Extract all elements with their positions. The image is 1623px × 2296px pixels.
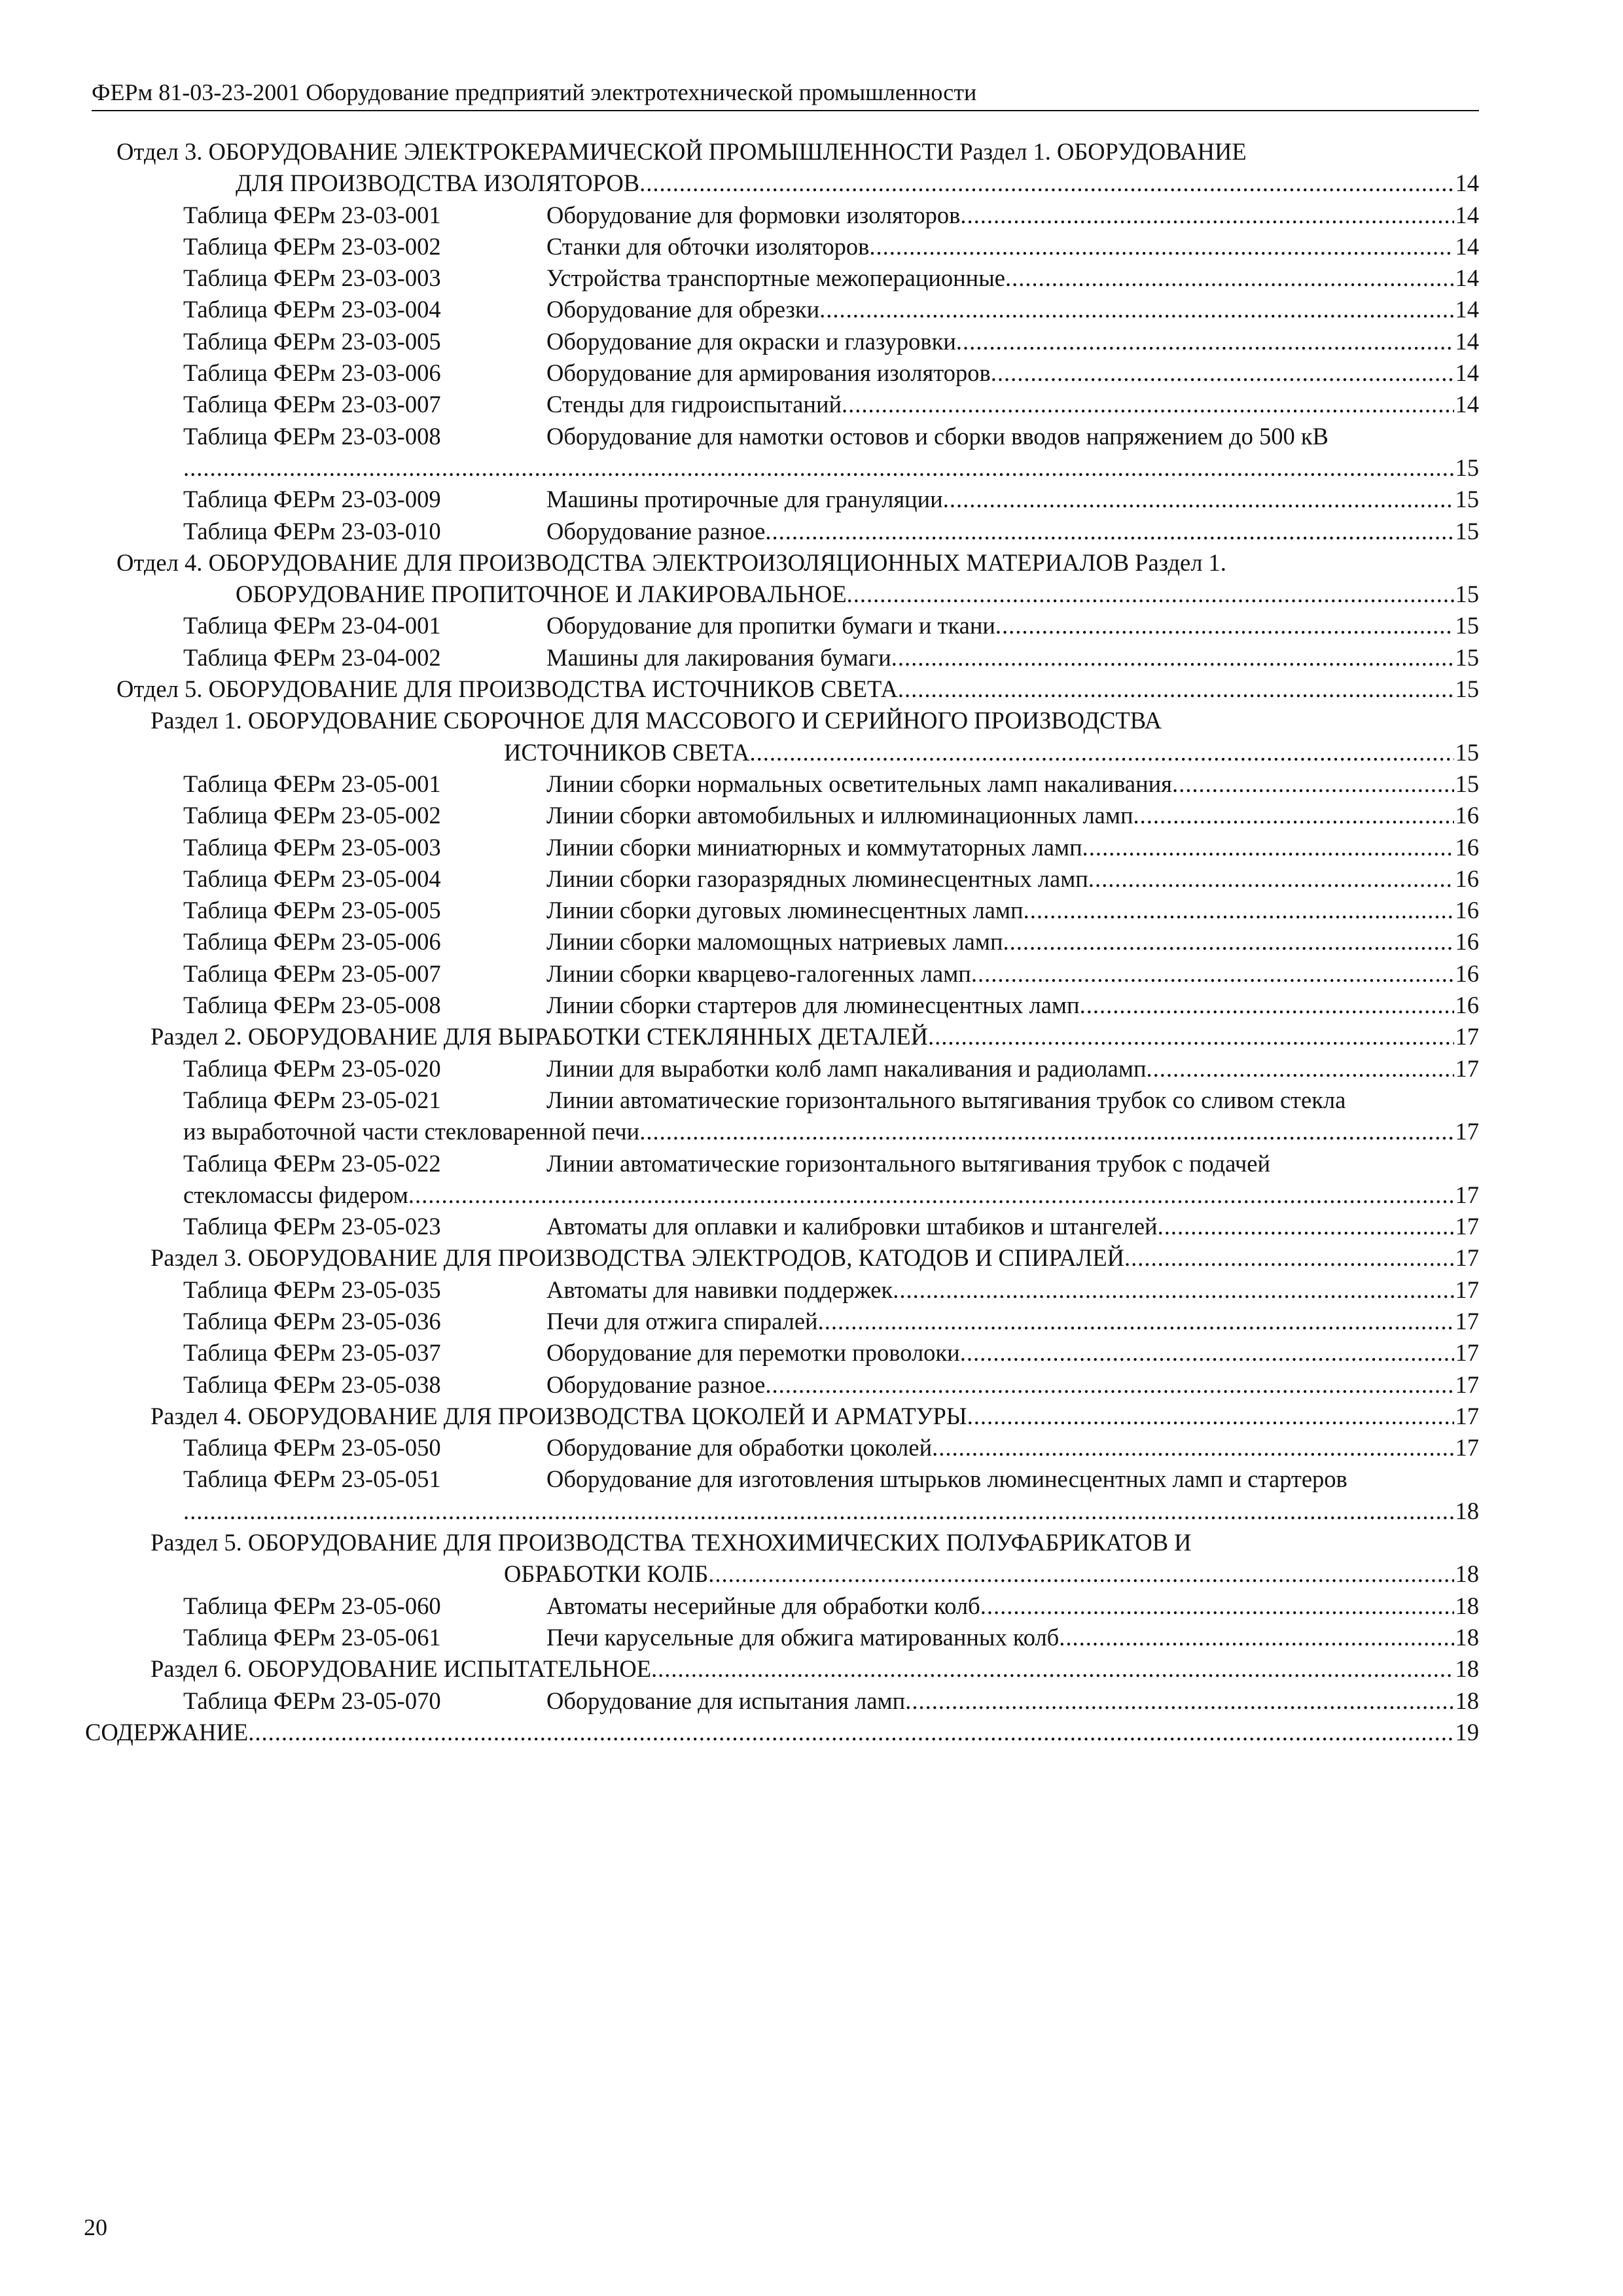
toc-line xyxy=(85,1337,1479,1369)
toc-entry[interactable] xyxy=(85,1274,1479,1306)
toc-page-number: 18 xyxy=(1455,1560,1479,1588)
table-code: Таблица ФЕРм 23-05-001 xyxy=(183,770,441,797)
toc-page-number: 14 xyxy=(1455,232,1479,260)
table-title: Линии сборки стартеров для люминесцентных ламп xyxy=(546,992,1080,1019)
dot-leader xyxy=(765,516,1454,547)
dot-leader xyxy=(639,168,1454,199)
dot-leader xyxy=(995,610,1454,641)
toc-entry-text xyxy=(183,958,971,990)
toc-entry[interactable] xyxy=(85,1401,1479,1432)
dot-leader xyxy=(408,1179,1454,1211)
dot-leader xyxy=(818,1306,1454,1337)
toc-page-number: 17 xyxy=(1455,1307,1479,1335)
table-code: Таблица ФЕРм 23-05-035 xyxy=(183,1276,441,1303)
toc-line xyxy=(85,1021,1479,1052)
toc-entry-title: Раздел 4. ОБОРУДОВАНИЕ ДЛЯ ПРОИЗВОДСТВА ЦОКОЛЕЙ И АРМАТУРЫ xyxy=(151,1402,967,1429)
table-title: Линии сборки дуговых люминесцентных ламп xyxy=(546,897,1024,924)
toc-entry-title: Отдел 5. ОБОРУДОВАНИЕ ДЛЯ ПРОИЗВОДСТВА ИСТОЧНИКОВ СВЕТА xyxy=(116,675,898,703)
table-title: Печи карусельные для обжига матированных колб xyxy=(546,1623,1060,1651)
toc-entry-title: СОДЕРЖАНИЕ xyxy=(85,1718,249,1746)
toc-page-number: 16 xyxy=(1455,928,1479,956)
toc-line xyxy=(85,863,1479,895)
toc-line xyxy=(85,1717,1479,1748)
table-code: Таблица ФЕРм 23-03-001 xyxy=(183,201,441,228)
toc-page-number: 17 xyxy=(1455,1213,1479,1240)
toc-entry-text xyxy=(183,768,1172,800)
toc-entry[interactable] xyxy=(85,1463,1479,1527)
table-code: Таблица ФЕРм 23-05-060 xyxy=(183,1592,441,1619)
table-title: Оборудование для намотки остовов и сборки вводов напряжением до 500 кВ xyxy=(546,422,1329,450)
toc-entry-text xyxy=(183,389,842,420)
toc-line xyxy=(85,389,1479,420)
table-title: Машины протирочные для грануляции xyxy=(546,486,943,513)
dot-leader xyxy=(905,1685,1454,1717)
toc-entry[interactable] xyxy=(85,610,1479,641)
toc-entry[interactable] xyxy=(85,832,1479,863)
toc-entry-text xyxy=(183,895,1024,926)
toc-entry-title-continued: ИСТОЧНИКОВ СВЕТА xyxy=(504,738,750,766)
toc-entry-text xyxy=(85,1148,1479,1179)
toc-entry[interactable] xyxy=(85,768,1479,800)
toc-entry[interactable] xyxy=(85,326,1479,357)
dot-leader xyxy=(1003,926,1454,958)
dot-leader xyxy=(932,1432,1454,1463)
table-title: Линии автоматические горизонтального вытягивания трубок со сливом стекла xyxy=(546,1086,1346,1113)
page-number: 20 xyxy=(84,2214,107,2240)
toc-line xyxy=(85,1622,1479,1653)
table-title: Оборудование для изготовления штырьков люминесцентных ламп и стартеров xyxy=(546,1465,1347,1493)
toc-page-number: 17 xyxy=(1455,1181,1479,1208)
dot-leader xyxy=(898,673,1454,705)
toc-page-number: 17 xyxy=(1455,1339,1479,1367)
dot-leader xyxy=(708,1558,1454,1590)
dot-leader xyxy=(869,231,1454,262)
toc-page-number: 14 xyxy=(1455,170,1479,197)
toc-page-number: 16 xyxy=(1455,897,1479,924)
toc-entry[interactable] xyxy=(85,421,1479,484)
table-title: Оборудование для испытания ламп xyxy=(546,1687,906,1714)
table-title: Оборудование для формовки изоляторов xyxy=(546,201,961,228)
toc-page-number: 18 xyxy=(1455,1497,1479,1524)
table-title: Стенды для гидроиспытаний xyxy=(546,391,842,418)
toc-entry[interactable] xyxy=(85,1242,1479,1274)
toc-entry-text xyxy=(183,832,1082,863)
dot-leader xyxy=(928,1021,1454,1052)
toc-line xyxy=(85,1653,1479,1685)
toc-page-number: 15 xyxy=(1455,517,1479,545)
table-code: Таблица ФЕРм 23-05-023 xyxy=(183,1213,441,1240)
dot-leader xyxy=(765,1369,1454,1401)
table-title: Оборудование для обработки цоколей xyxy=(546,1434,933,1462)
table-code: Таблица ФЕРм 23-05-061 xyxy=(183,1623,441,1651)
toc-entry[interactable] xyxy=(85,1306,1479,1337)
dot-leader xyxy=(967,1401,1454,1432)
toc-entry[interactable] xyxy=(85,1211,1479,1242)
toc-page-number: 16 xyxy=(1455,833,1479,861)
toc-entry[interactable] xyxy=(85,1432,1479,1463)
toc-entry-text xyxy=(183,1685,905,1717)
toc-entry[interactable] xyxy=(85,863,1479,895)
toc-entry[interactable] xyxy=(85,958,1479,990)
toc-entry-title: Отдел 3. ОБОРУДОВАНИЕ ЭЛЕКТРОКЕРАМИЧЕСКОЙ ПРОМЫШЛЕННОСТИ Раздел 1. ОБОРУДОВАНИЕ xyxy=(116,138,1247,165)
toc-entry[interactable] xyxy=(85,294,1479,325)
toc-entry[interactable] xyxy=(85,357,1479,389)
table-code: Таблица ФЕРм 23-05-038 xyxy=(183,1371,441,1398)
dot-leader xyxy=(1146,1053,1454,1085)
table-code: Таблица ФЕРм 23-05-070 xyxy=(183,1687,441,1714)
toc-entry[interactable] xyxy=(85,642,1479,673)
toc-page-number: 17 xyxy=(1455,1244,1479,1272)
toc-entry[interactable] xyxy=(85,1622,1479,1653)
toc-line xyxy=(85,231,1479,262)
toc-page-number: 18 xyxy=(1455,1655,1479,1683)
toc-entry-title: Раздел 6. ОБОРУДОВАНИЕ ИСПЫТАТЕЛЬНОЕ xyxy=(151,1655,652,1683)
table-title-continued: стекломассы фидером xyxy=(183,1181,408,1208)
dot-leader xyxy=(1158,1211,1454,1242)
toc-page-number: 19 xyxy=(1455,1718,1479,1746)
table-title: Оборудование для обрезки xyxy=(546,296,820,323)
dot-leader xyxy=(750,737,1454,768)
toc-line xyxy=(85,1369,1479,1401)
toc-entry-title: Раздел 5. ОБОРУДОВАНИЕ ДЛЯ ПРОИЗВОДСТВА ТЕХНОХИМИЧЕСКИХ ПОЛУФАБРИКАТОВ И xyxy=(151,1529,1192,1556)
table-code: Таблица ФЕРм 23-03-009 xyxy=(183,486,441,513)
table-code: Таблица ФЕРм 23-05-037 xyxy=(183,1339,441,1367)
table-code: Таблица ФЕРм 23-03-003 xyxy=(183,264,441,292)
toc-entry-title: Отдел 4. ОБОРУДОВАНИЕ ДЛЯ ПРОИЗВОДСТВА ЭЛЕКТРОИЗОЛЯЦИОННЫХ МАТЕРИАЛОВ Раздел 1. xyxy=(116,548,1226,576)
toc-entry[interactable] xyxy=(85,895,1479,926)
toc-line xyxy=(85,800,1479,831)
toc-page-number: 14 xyxy=(1455,359,1479,387)
toc-line xyxy=(85,832,1479,863)
table-title: Автоматы несерийные для обработки колб xyxy=(546,1592,980,1619)
toc-entry[interactable] xyxy=(85,1337,1479,1369)
table-code: Таблица ФЕРм 23-05-050 xyxy=(183,1434,441,1462)
toc-entry-title: Раздел 2. ОБОРУДОВАНИЕ ДЛЯ ВЫРАБОТКИ СТЕКЛЯННЫХ ДЕТАЛЕЙ xyxy=(151,1023,928,1050)
toc-line xyxy=(85,1432,1479,1463)
table-code: Таблица ФЕРм 23-05-004 xyxy=(183,865,441,892)
table-title: Оборудование для пропитки бумаги и ткани xyxy=(546,612,995,639)
toc-entry-text xyxy=(183,357,991,389)
toc-page-number: 16 xyxy=(1455,960,1479,987)
toc-line xyxy=(85,642,1479,673)
toc-page-number: 18 xyxy=(1455,1623,1479,1651)
table-title: Устройства транспортные межоперационные xyxy=(546,264,1005,292)
toc-entry-text xyxy=(183,516,765,547)
table-title: Линии сборки автомобильных и иллюминационных ламп xyxy=(546,802,1133,829)
table-code: Таблица ФЕРм 23-05-022 xyxy=(183,1149,441,1177)
toc-line xyxy=(85,516,1479,547)
dot-leader xyxy=(183,1496,1454,1527)
toc-entry-title: Раздел 1. ОБОРУДОВАНИЕ СБОРОЧНОЕ ДЛЯ МАССОВОГО И СЕРИЙНОГО ПРОИЗВОДСТВА xyxy=(151,707,1162,734)
table-code: Таблица ФЕРм 23-05-007 xyxy=(183,960,441,987)
toc-entry-text xyxy=(183,262,1005,294)
table-title: Автоматы для оплавки и калибровки штабиков и штангелей xyxy=(546,1213,1158,1240)
toc-page-number: 17 xyxy=(1455,1434,1479,1462)
dot-leader xyxy=(893,1274,1454,1306)
toc-entry-text xyxy=(85,1463,1479,1495)
toc-entry-text xyxy=(183,1274,893,1306)
toc-line xyxy=(85,357,1479,389)
toc-line xyxy=(85,484,1479,515)
table-code: Таблица ФЕРм 23-05-006 xyxy=(183,928,441,956)
toc-line xyxy=(85,1496,1479,1527)
toc-entry[interactable] xyxy=(85,516,1479,547)
toc-page-number: 14 xyxy=(1455,327,1479,355)
toc-page-number: 17 xyxy=(1455,1371,1479,1398)
toc-line xyxy=(85,1179,1479,1211)
table-code: Таблица ФЕРм 23-05-005 xyxy=(183,897,441,924)
table-code: Таблица ФЕРм 23-03-008 xyxy=(183,422,441,450)
toc-entry[interactable] xyxy=(85,136,1479,200)
table-code: Таблица ФЕРм 23-05-051 xyxy=(183,1465,441,1493)
toc-entry-text xyxy=(183,1337,960,1369)
toc-entry[interactable] xyxy=(85,1717,1479,1748)
dot-leader xyxy=(819,294,1454,325)
dot-leader xyxy=(991,357,1454,389)
dot-leader xyxy=(1005,262,1454,294)
toc-page-number: 17 xyxy=(1455,1054,1479,1082)
dot-leader xyxy=(1024,895,1454,926)
toc-entry-text xyxy=(183,1622,1059,1653)
toc-page-number: 16 xyxy=(1455,992,1479,1019)
table-title: Автоматы для навивки поддержек xyxy=(546,1276,893,1303)
toc-entry[interactable] xyxy=(85,1085,1479,1148)
table-title: Линии сборки кварцево-галогенных ламп xyxy=(546,960,971,987)
dot-leader xyxy=(1082,832,1454,863)
table-title: Оборудование разное xyxy=(546,1371,766,1398)
dot-leader xyxy=(960,200,1454,231)
table-code: Таблица ФЕРм 23-04-002 xyxy=(183,643,441,671)
toc-line xyxy=(85,1211,1479,1242)
dot-leader xyxy=(183,452,1454,484)
dot-leader xyxy=(960,1337,1454,1369)
dot-leader xyxy=(1088,863,1454,895)
dot-leader xyxy=(956,326,1454,357)
table-title: Линии сборки газоразрядных люминесцентных ламп xyxy=(546,865,1088,892)
toc-entry[interactable] xyxy=(85,1053,1479,1085)
dot-leader xyxy=(1172,768,1454,800)
table-code: Таблица ФЕРм 23-05-020 xyxy=(183,1054,441,1082)
dot-leader xyxy=(651,1653,1454,1685)
table-code: Таблица ФЕРм 23-05-008 xyxy=(183,992,441,1019)
toc-entry[interactable] xyxy=(85,1685,1479,1717)
table-title: Линии для выработки колб ламп накаливания и радиоламп xyxy=(546,1054,1147,1082)
dot-leader xyxy=(1133,800,1454,831)
dot-leader xyxy=(248,1717,1454,1748)
table-of-contents xyxy=(85,136,1479,1748)
toc-page-number: 15 xyxy=(1455,581,1479,608)
toc-page-number: 14 xyxy=(1455,264,1479,292)
toc-entry[interactable] xyxy=(85,1653,1479,1685)
toc-entry[interactable] xyxy=(85,231,1479,262)
toc-line xyxy=(85,294,1479,325)
table-code: Таблица ФЕРм 23-03-006 xyxy=(183,359,441,387)
toc-entry-text xyxy=(85,421,1479,452)
toc-line xyxy=(85,452,1479,484)
toc-line xyxy=(85,1590,1479,1622)
toc-entry-text xyxy=(183,1432,932,1463)
toc-line xyxy=(85,1306,1479,1337)
toc-entry-text xyxy=(183,326,956,357)
toc-entry-text xyxy=(183,800,1133,831)
toc-entry[interactable] xyxy=(85,547,1479,611)
toc-entry-text xyxy=(183,610,995,641)
toc-line xyxy=(85,1558,1479,1590)
toc-line xyxy=(85,768,1479,800)
table-title: Линии автоматические горизонтального вытягивания трубок с подачей xyxy=(546,1149,1271,1177)
dot-leader xyxy=(971,958,1454,990)
toc-page-number: 17 xyxy=(1455,1118,1479,1145)
toc-page-number: 17 xyxy=(1455,1402,1479,1429)
table-code: Таблица ФЕРм 23-03-005 xyxy=(183,327,441,355)
toc-page-number: 15 xyxy=(1455,454,1479,481)
table-title: Оборудование для окраски и глазуровки xyxy=(546,327,956,355)
toc-entry-text xyxy=(183,484,943,515)
toc-entry-text xyxy=(183,642,891,673)
toc-line xyxy=(85,926,1479,958)
toc-line xyxy=(85,579,1479,610)
toc-entry-text xyxy=(183,294,819,325)
toc-page-number: 18 xyxy=(1455,1592,1479,1619)
toc-entry-text xyxy=(85,1085,1479,1116)
table-title: Линии сборки маломощных натриевых ламп xyxy=(546,928,1003,956)
table-title: Станки для обточки изоляторов xyxy=(546,232,870,260)
table-code: Таблица ФЕРм 23-04-001 xyxy=(183,612,441,639)
toc-page-number: 17 xyxy=(1455,1276,1479,1303)
toc-line xyxy=(85,990,1479,1021)
table-title: Линии сборки миниатюрных и коммутаторных ламп xyxy=(546,833,1082,861)
toc-line xyxy=(85,958,1479,990)
toc-page-number: 17 xyxy=(1455,1023,1479,1050)
toc-line xyxy=(85,200,1479,231)
dot-leader xyxy=(1080,990,1454,1021)
toc-page-number: 15 xyxy=(1455,738,1479,766)
toc-entry[interactable] xyxy=(85,200,1479,231)
toc-entry-text xyxy=(183,1369,765,1401)
toc-line xyxy=(85,895,1479,926)
toc-entry-text xyxy=(183,1306,818,1337)
toc-page-number: 14 xyxy=(1455,391,1479,418)
toc-page-number: 14 xyxy=(1455,296,1479,323)
table-code: Таблица ФЕРм 23-05-021 xyxy=(183,1086,441,1113)
toc-entry-title-continued: ОБРАБОТКИ КОЛБ xyxy=(504,1560,709,1588)
toc-entry[interactable] xyxy=(85,705,1479,768)
toc-page-number: 15 xyxy=(1455,770,1479,797)
header-rule xyxy=(92,110,1479,111)
dot-leader xyxy=(842,389,1454,420)
toc-entry-text xyxy=(183,926,1003,958)
toc-entry[interactable] xyxy=(85,990,1479,1021)
table-title: Оборудование для перемотки проволоки xyxy=(546,1339,960,1367)
toc-entry-text xyxy=(183,990,1080,1021)
toc-page-number: 15 xyxy=(1455,675,1479,703)
table-code: Таблица ФЕРм 23-05-036 xyxy=(183,1307,441,1335)
toc-line xyxy=(85,1242,1479,1274)
toc-line xyxy=(85,1685,1479,1717)
toc-entry[interactable] xyxy=(85,1021,1479,1052)
toc-page-number: 15 xyxy=(1455,643,1479,671)
toc-line xyxy=(85,1274,1479,1306)
dot-leader xyxy=(639,1116,1454,1147)
table-code: Таблица ФЕРм 23-05-002 xyxy=(183,802,441,829)
toc-entry-text xyxy=(183,231,869,262)
toc-line xyxy=(85,610,1479,641)
toc-entry[interactable] xyxy=(85,800,1479,831)
dot-leader xyxy=(847,579,1454,610)
table-title: Печи для отжига спиралей xyxy=(546,1307,818,1335)
toc-entry-title-continued: ДЛЯ ПРОИЗВОДСТВА ИЗОЛЯТОРОВ xyxy=(236,170,640,197)
table-title: Оборудование разное xyxy=(546,517,766,545)
toc-line xyxy=(85,737,1479,768)
toc-page-number: 15 xyxy=(1455,612,1479,639)
table-title: Оборудование для армирования изоляторов xyxy=(546,359,991,387)
toc-line xyxy=(85,673,1479,705)
toc-entry[interactable] xyxy=(85,484,1479,515)
toc-entry[interactable] xyxy=(85,673,1479,705)
toc-page-number: 14 xyxy=(1455,201,1479,228)
running-header: ФЕРм 81-03-23-2001 Оборудование предприятий электротехнической промышленности xyxy=(92,79,977,105)
toc-entry-title-continued: ОБОРУДОВАНИЕ ПРОПИТОЧНОЕ И ЛАКИРОВАЛЬНОЕ xyxy=(236,581,847,608)
toc-page-number: 18 xyxy=(1455,1687,1479,1714)
toc-line xyxy=(85,1401,1479,1432)
toc-entry[interactable] xyxy=(85,389,1479,420)
toc-entry[interactable] xyxy=(85,1148,1479,1211)
toc-entry-text xyxy=(183,863,1088,895)
toc-entry[interactable] xyxy=(85,1527,1479,1590)
toc-entry-text xyxy=(183,200,960,231)
table-title-continued: из выработочной части стекловаренной печи xyxy=(183,1118,640,1145)
table-title: Линии сборки нормальных осветительных ламп накаливания xyxy=(546,770,1172,797)
toc-entry-text xyxy=(183,1053,1146,1085)
toc-page-number: 15 xyxy=(1455,486,1479,513)
table-code: Таблица ФЕРм 23-03-010 xyxy=(183,517,441,545)
dot-leader xyxy=(943,484,1454,515)
table-code: Таблица ФЕРм 23-03-007 xyxy=(183,391,441,418)
dot-leader xyxy=(891,642,1454,673)
toc-line xyxy=(85,326,1479,357)
toc-entry-title: Раздел 3. ОБОРУДОВАНИЕ ДЛЯ ПРОИЗВОДСТВА ЭЛЕКТРОДОВ, КАТОДОВ И СПИРАЛЕЙ xyxy=(151,1244,1124,1272)
table-title: Машины для лакирования бумаги xyxy=(546,643,891,671)
toc-page-number: 16 xyxy=(1455,802,1479,829)
table-code: Таблица ФЕРм 23-03-002 xyxy=(183,232,441,260)
toc-entry[interactable] xyxy=(85,1590,1479,1622)
toc-entry-text xyxy=(183,1211,1158,1242)
toc-line xyxy=(85,168,1479,199)
toc-entry[interactable] xyxy=(85,926,1479,958)
toc-entry[interactable] xyxy=(85,262,1479,294)
toc-page-number: 16 xyxy=(1455,865,1479,892)
toc-entry-text xyxy=(183,1590,980,1622)
dot-leader xyxy=(980,1590,1454,1622)
dot-leader xyxy=(1124,1242,1454,1274)
table-code: Таблица ФЕРм 23-05-003 xyxy=(183,833,441,861)
toc-line xyxy=(85,1116,1479,1147)
table-code: Таблица ФЕРм 23-03-004 xyxy=(183,296,441,323)
dot-leader xyxy=(1059,1622,1454,1653)
toc-entry[interactable] xyxy=(85,1369,1479,1401)
toc-line xyxy=(85,262,1479,294)
toc-line xyxy=(85,1053,1479,1085)
